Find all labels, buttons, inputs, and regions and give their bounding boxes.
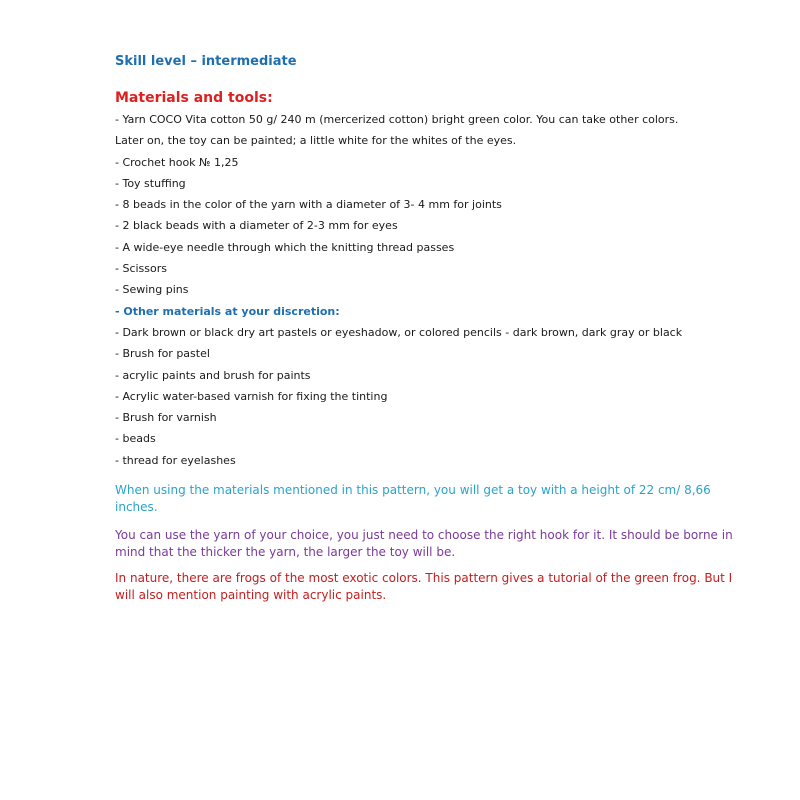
materials-heading: Materials and tools:: [115, 90, 273, 106]
list-item: - Brush for pastel: [115, 347, 210, 361]
note-toy-height: When using the materials mentioned in this pattern, you will get a toy with a height of 22 cm/ 8,66 inches.: [115, 483, 711, 514]
note-yarn-choice: You can use the yarn of your choice, you just need to choose the right hook for it. It should be borne in mind that the thicker the yarn, the larger the toy will be.: [115, 528, 733, 559]
list-item: - Sewing pins: [115, 283, 189, 297]
list-item: - Scissors: [115, 262, 167, 276]
note-frog-colors: In nature, there are frogs of the most exotic colors. This pattern gives a tutorial of the green frog. But I will also mention painting with acrylic paints.: [115, 571, 733, 602]
list-item: - Toy stuffing: [115, 176, 186, 190]
list-item: - Acrylic water-based varnish for fixing the tinting: [115, 389, 388, 403]
materials-list: [115, 113, 765, 475]
list-item: - beads: [115, 432, 156, 446]
list-item: - A wide-eye needle through which the knitting thread passes: [115, 240, 455, 254]
list-item: - 2 black beads with a diameter of 2-3 mm for eyes: [115, 219, 398, 233]
skill-level-heading: Skill level – intermediate: [115, 54, 297, 69]
list-item: - Dark brown or black dry art pastels or eyeshadow, or colored pencils - dark brown, dark gray or black: [115, 325, 683, 339]
list-item: - acrylic paints and brush for paints: [115, 368, 311, 382]
list-item: - Crochet hook № 1,25: [115, 155, 239, 169]
list-item: - thread for eyelashes: [115, 453, 236, 467]
list-item: - Brush for varnish: [115, 411, 217, 425]
other-materials-heading: - Other materials at your discretion:: [115, 304, 340, 318]
list-item: Later on, the toy can be painted; a little white for the whites of the eyes.: [115, 134, 517, 148]
list-item: - Yarn COCO Vita cotton 50 g/ 240 m (mercerized cotton) bright green color. You can take other colors.: [115, 113, 679, 126]
list-item: - 8 beads in the color of the yarn with a diameter of 3- 4 mm for joints: [115, 198, 502, 212]
